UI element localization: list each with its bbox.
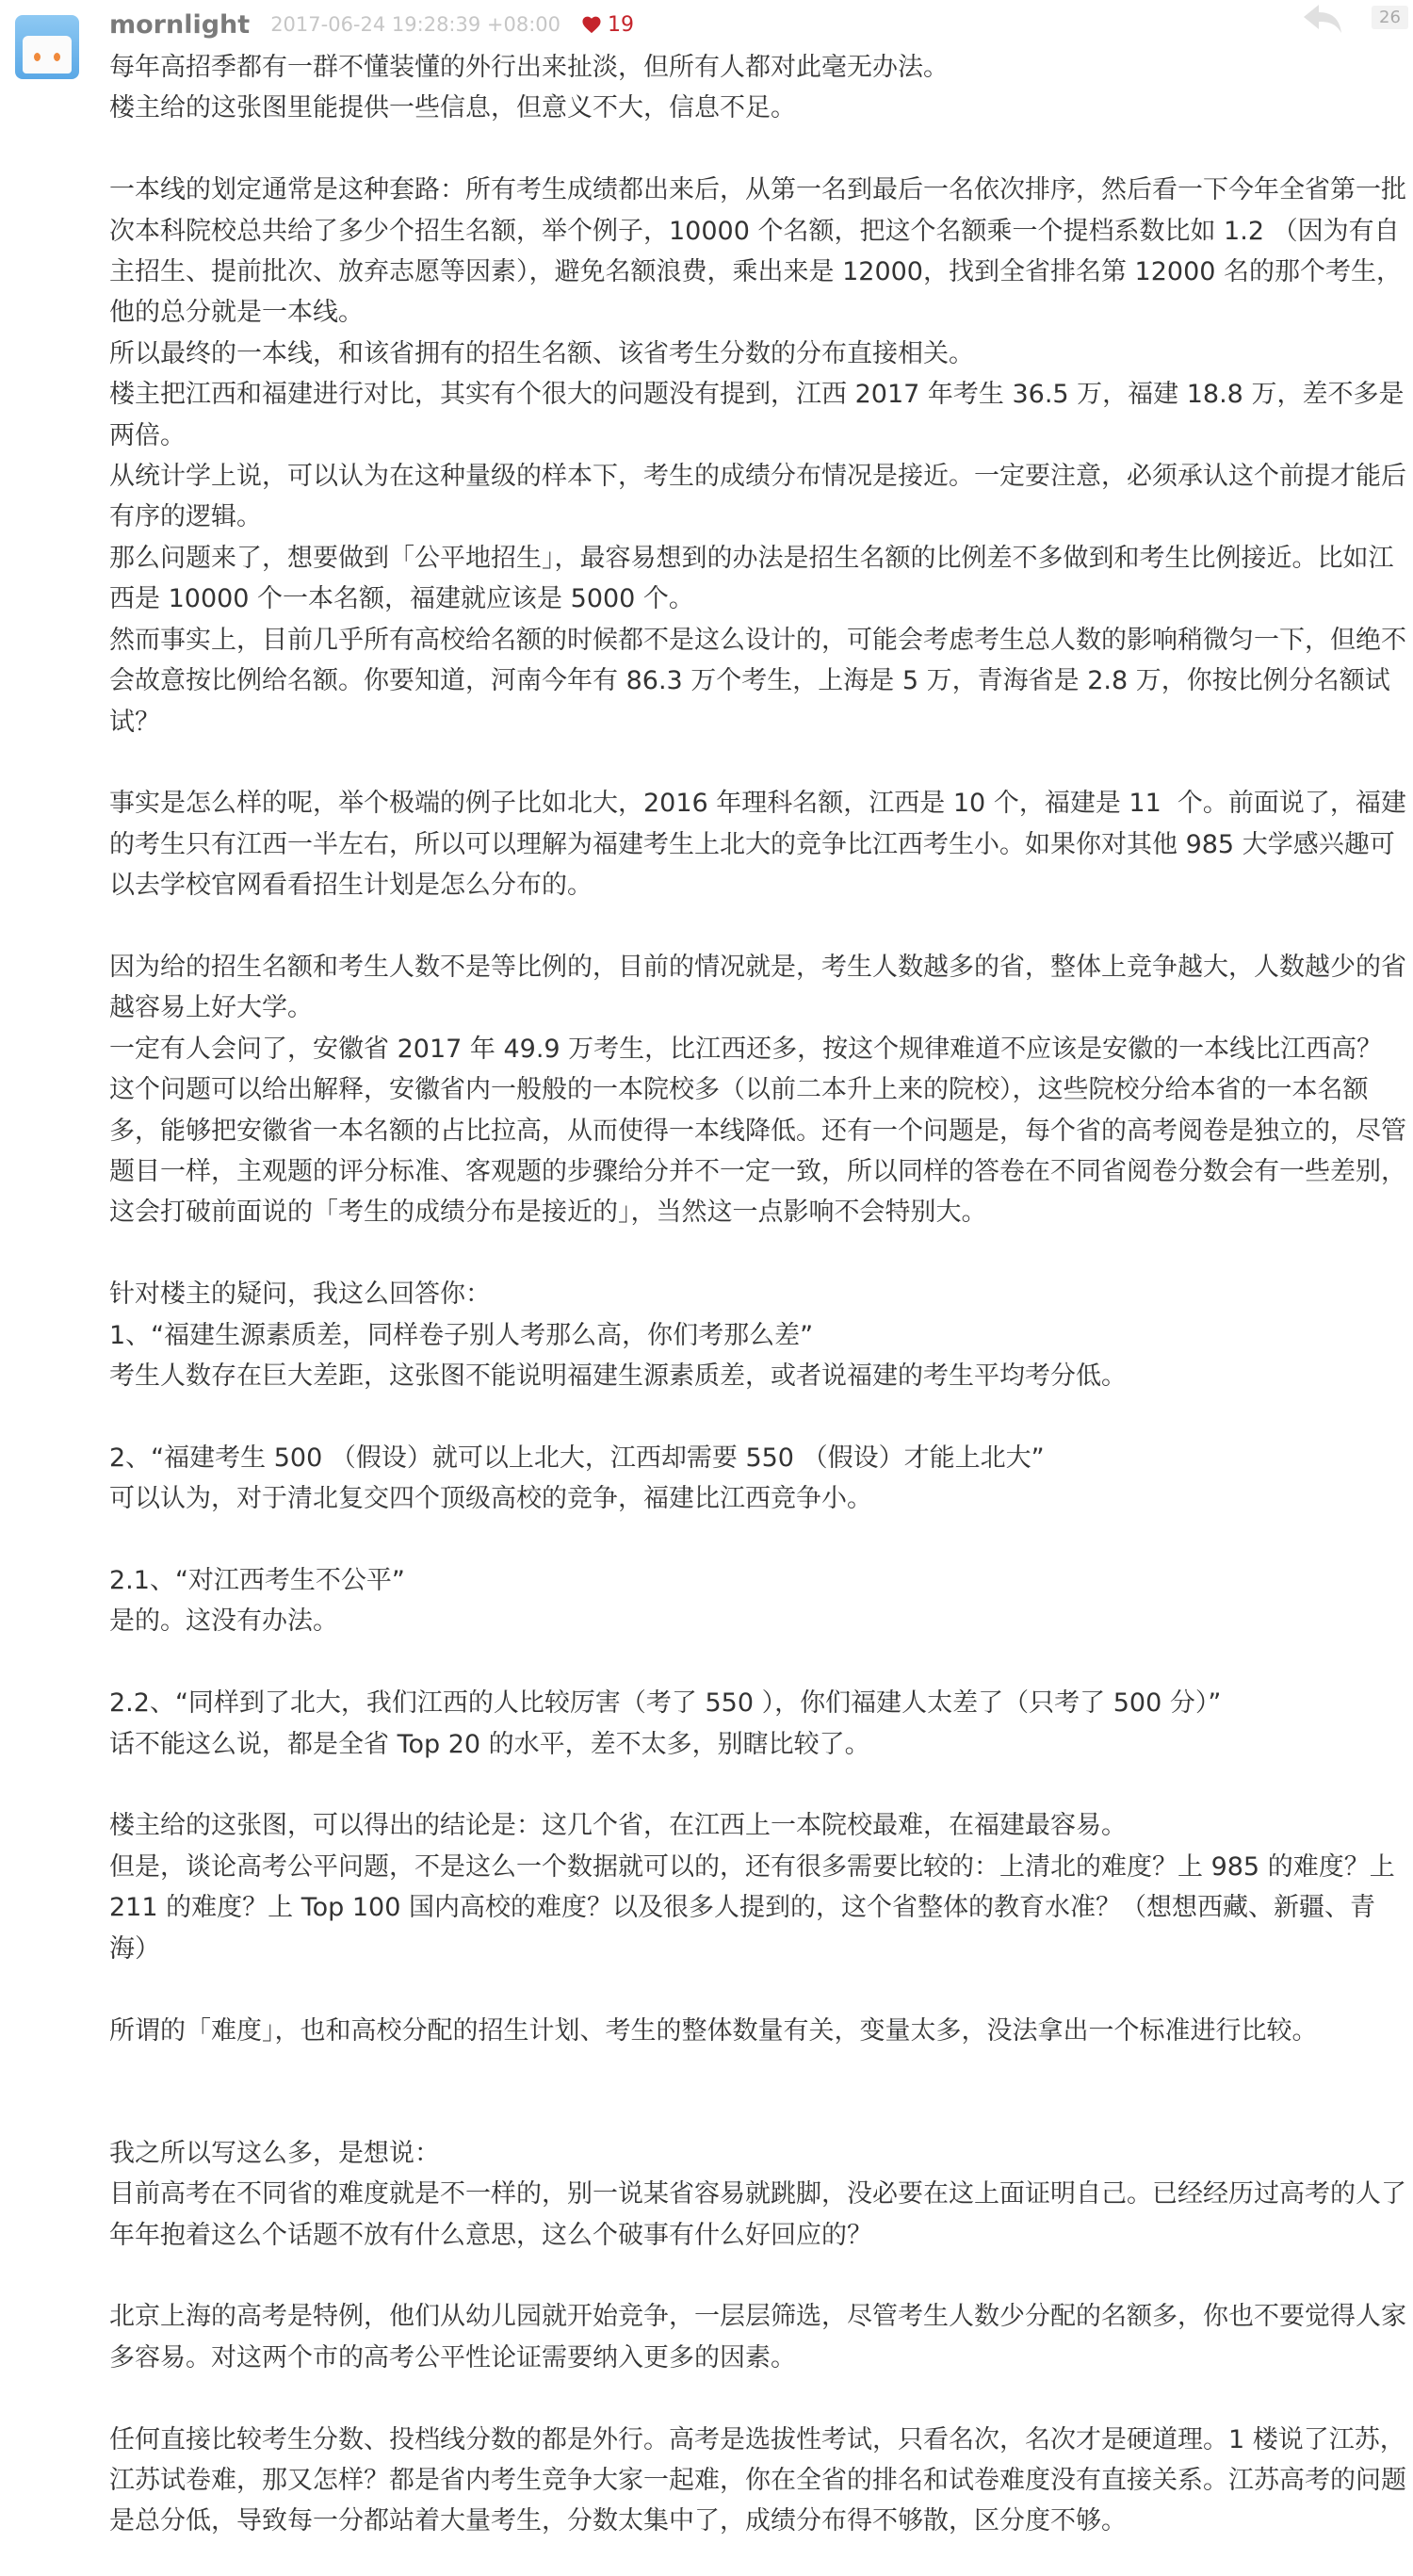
heart-icon xyxy=(581,15,602,34)
content-paragraph: 任何直接比较考生分数、投档线分数的都是外行。高考是选拔性考试，只看名次，名次才是硬道理。1 楼说了江苏，江苏试卷难，那又怎样？都是省内考生竞争大家一起难，你在全省的排名和试卷难度没有直接关系。江苏高考的问题是总分低，导致每一分都站着大量考生，分数太集中了，成绩分布得不够散，区分度不够。 xyxy=(109,2424,1406,2536)
likes-count: 19 xyxy=(608,12,635,37)
username-link[interactable]: mornlight xyxy=(109,9,251,40)
post-content xyxy=(109,47,1407,2542)
content-paragraph: 是的。这没有办法。 xyxy=(109,1606,338,1637)
blank-line xyxy=(109,1765,1407,1805)
blank-line xyxy=(109,2092,1407,2132)
blank-line xyxy=(109,906,1407,947)
content-paragraph: 一本线的划定通常是这种套路：所有考生成绩都出来后，从第一名到最后一名依次排序，然后看一下今年全省第一批次本科院校总共给了多少个招生名额，举个例子，10000 个名额，把这个名额乘一个提档系数比如 1.2 （因为有自主招生、提前批次、放弃志愿等因素），避免名额浪费，乘出来是 12000，找到全省排名第 12000 名的那个考生，他的总分就是一本线。 xyxy=(109,175,1406,328)
reply-icon[interactable] xyxy=(1300,2,1345,36)
blank-line xyxy=(109,2378,1407,2419)
content-paragraph: 2、“福建考生 500 （假设）就可以上北大，江西却需要 550 （假设）才能上北大” xyxy=(109,1443,1045,1473)
content-paragraph: 每年高招季都有一群不懂装懂的外行出来扯淡，但所有人都对此毫无办法。 xyxy=(109,53,949,82)
blank-line xyxy=(109,1969,1407,2010)
blank-line xyxy=(109,2051,1407,2092)
content-paragraph: 话不能这么说，都是全省 Top 20 的水平，差不太多，别瞎比较了。 xyxy=(109,1729,870,1759)
content-paragraph: 因为给的招生名额和考生人数不是等比例的，目前的情况就是，考生人数越多的省，整体上竞争越大，人数越少的省越容易上好大学。 xyxy=(109,952,1406,1023)
avatar-eye-right xyxy=(54,53,60,61)
post-timestamp: 2017-06-24 19:28:39 +08:00 xyxy=(270,13,561,36)
content-paragraph: 所谓的「难度」，也和高校分配的招生计划、考生的整体数量有关，变量太多，没法拿出一个标准进行比较。 xyxy=(109,2015,1318,2046)
content-paragraph: 我之所以写这么多，是想说： xyxy=(109,2138,440,2168)
likes-badge[interactable] xyxy=(581,13,634,37)
avatar-eye-left xyxy=(34,53,41,61)
content-paragraph: 一定有人会问了，安徽省 2017 年 49.9 万考生，比江西还多，按这个规律难道不应该是安徽的一本线比江西高？这个问题可以给出解释，安徽省内一般般的一本院校多（以前二本升上来的院校），这些院校分给本省的一本名额多，能够把安徽省一本名额的占比拉高，从而使得一本线降低。还有一个问题是，每个省的高考阅卷是独立的，尽管题目一样，主观题的评分标准、客观题的步骤给分并不一定一致，所以同样的答卷在不同省阅卷分数会有一些差别，这会打破前面说的「考生的成绩分布是接近的」，当然这一点影响不会特别大。 xyxy=(109,1034,1406,1228)
blank-line xyxy=(109,2256,1407,2296)
content-paragraph: 2.1、“对江西考生不公平” xyxy=(109,1566,405,1596)
content-paragraph: 可以认为，对于清北复交四个顶级高校的竞争，福建比江西竞争小。 xyxy=(109,1484,872,1514)
content-paragraph: 然而事实上，目前几乎所有高校给名额的时候都不是这么设计的，可能会考虑考生总人数的影响稍微匀一下，但绝不会故意按比例给名额。你要知道，河南今年有 86.3 万个考生，上海是 5 万，青海省是 2.8 万，你按比例分名额试试？ xyxy=(109,625,1406,737)
content-paragraph: 2.2、“同样到了北大，我们江西的人比较厉害（考了 550 ），你们福建人太差了（只考了 500 分）” xyxy=(109,1688,1222,1719)
content-paragraph: 1、“福建生源素质差，同样卷子别人考那么高，你们考那么差” xyxy=(109,1320,814,1350)
blank-line xyxy=(109,1520,1407,1560)
floor-number: 26 xyxy=(1372,6,1408,29)
content-paragraph: 考生人数存在巨大差距，这张图不能说明福建生源素质差，或者说福建的考生平均考分低。 xyxy=(109,1361,1127,1391)
content-paragraph: 事实是怎么样的呢，举个极端的例子比如北大，2016 年理科名额，江西是 10 个，福建是 11 个。前面说了，福建的考生只有江西一半左右，所以可以理解为福建考生上北大的竞争比江西考生小。如果你对其他 985 大学感兴趣可以去学校官网看看招生计划是怎么分布的。 xyxy=(109,789,1406,901)
content-paragraph: 但是，谈论高考公平问题，不是这么一个数据就可以的，还有很多需要比较的：上清北的难度？上 985 的难度？上 211 的难度？上 Top 100 国内高校的难度？以及很多人提到的，这个省整体的教育水准？（想想西藏、新疆、青海） xyxy=(109,1851,1404,1964)
content-paragraph: 楼主把江西和福建进行对比，其实有个很大的问题没有提到，江西 2017 年考生 36.5 万，福建 18.8 万，差不多是两倍。 xyxy=(109,380,1405,450)
content-paragraph: 从统计学上说，可以认为在这种量级的样本下，考生的成绩分布情况是接近。一定要注意，必须承认这个前提才能后有序的逻辑。 xyxy=(109,462,1406,532)
blank-line xyxy=(109,1396,1407,1437)
blank-line xyxy=(109,1642,1407,1683)
content-paragraph: 针对楼主的疑问，我这么回答你： xyxy=(109,1280,491,1310)
content-paragraph: 楼主给的这张图里能提供一些信息，但意义不大，信息不足。 xyxy=(109,93,796,123)
content-paragraph: 所以最终的一本线，和该省拥有的招生名额、该省考生分数的分布直接相关。 xyxy=(109,338,974,368)
post-meta xyxy=(109,4,634,45)
blank-line xyxy=(109,742,1407,783)
content-paragraph: 楼主给的这张图，可以得出的结论是：这几个省，在江西上一本院校最难，在福建最容易。 xyxy=(109,1811,1127,1841)
content-paragraph: 北京上海的高考是特例，他们从幼儿园就开始竞争，一层层筛选，尽管考生人数少分配的名额多，你也不要觉得人家多容易。对这两个市的高考公平性论证需要纳入更多的因素。 xyxy=(109,2302,1406,2372)
content-paragraph: 那么问题来了，想要做到「公平地招生」，最容易想到的办法是招生名额的比例差不多做到和考生比例接近。比如江西是 10000 个一本名额，福建就应该是 5000 个。 xyxy=(109,543,1394,614)
avatar-face xyxy=(23,36,72,73)
avatar[interactable] xyxy=(15,15,79,79)
blank-line xyxy=(109,129,1407,170)
blank-line xyxy=(109,1233,1407,1274)
content-paragraph: 目前高考在不同省的难度就是不一样的，别一说某省容易就跳脚，没必要在这上面证明自己。已经经历过高考的人了年年抱着这么个话题不放有什么意思，这么个破事有什么好回应的？ xyxy=(109,2179,1406,2250)
